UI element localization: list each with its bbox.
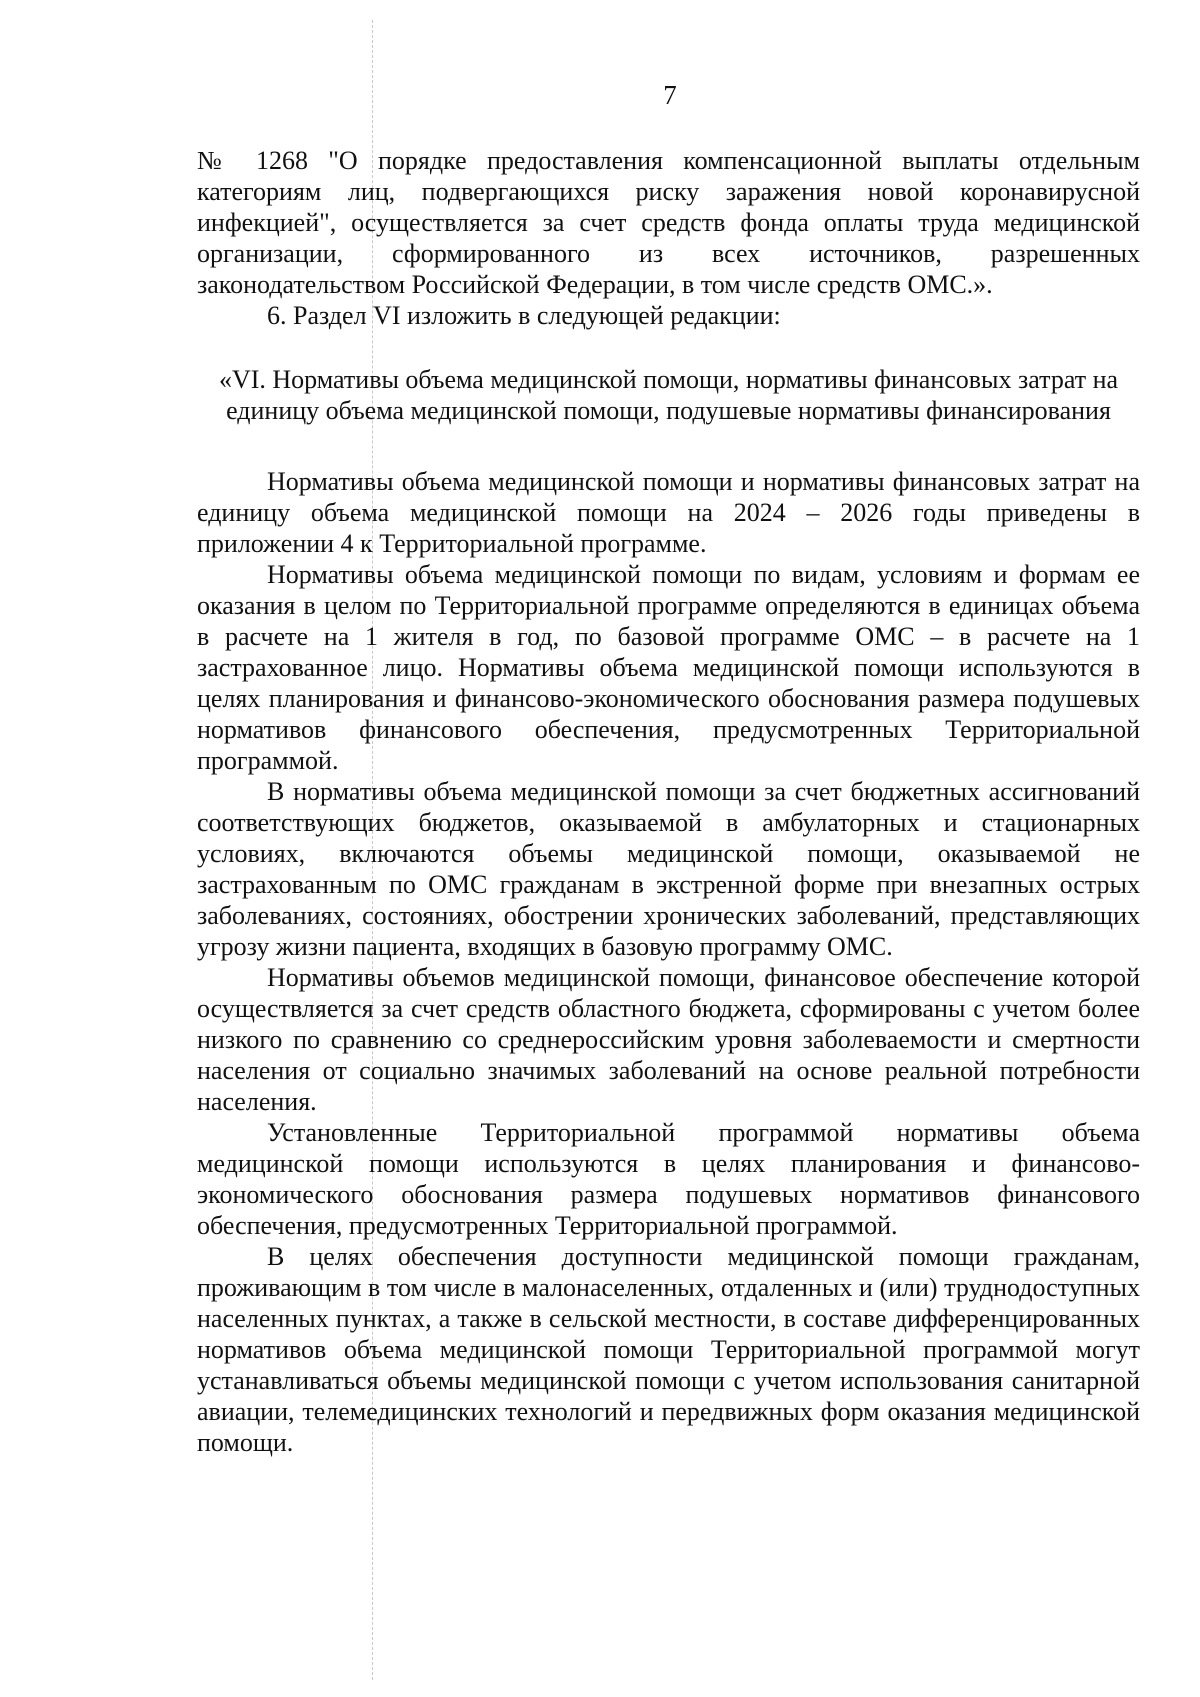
paragraph-body: Нормативы объема медицинской помощи по видам, условиям и формам ее оказания в целом по Территориальной программе определяются в единицах объема в расчете на 1 жителя в год, по базовой программе ОМС – в расчете на 1 застрахованное лицо. Нормативы объема медицинской помощи используются в целях планирования и финансово-экономического обоснования размера подушевых нормативов финансового обеспечения, предусмотренных Территориальной программой. — [197, 560, 1140, 775]
paragraph-body: В целях обеспечения доступности медицинской помощи гражданам, проживающим в том числе в малонаселенных, отдаленных и (или) труднодоступных населенных пунктах, а также в сельской местности, в составе дифференцированных нормативов объема медицинской помощи Территориальной программой могут устанавливаться объемы медицинской помощи с учетом использования санитарной авиации, телемедицинских технологий и передвижных форм оказания медицинской помощи. — [197, 1242, 1140, 1457]
paragraph-body: Нормативы объемов медицинской помощи, финансовое обеспечение которой осуществляется за счет средств областного бюджета, сформированы с учетом более низкого по сравнению со среднероссийским уровня заболеваемости и смертности населения от социально значимых заболеваний на основе реальной потребности населения. — [197, 963, 1140, 1116]
paragraph-body: В нормативы объема медицинской помощи за счет бюджетных ассигнований соответствующих бюджетов, оказываемой в амбулаторных и стационарных условиях, включаются объемы медицинской помощи, оказываемой не застрахованным по ОМС гражданам в экстренной форме при внезапных острых заболеваниях, состояниях, обострении хронических заболеваний, представляющих угрозу жизни пациента, входящих в базовую программу ОМС. — [197, 777, 1140, 961]
paragraph-body: Нормативы объема медицинской помощи и нормативы финансовых затрат на единицу объема медицинской помощи на 2024 – 2026 годы приведены в приложении 4 к Территориальной программе. — [197, 467, 1140, 558]
paragraph-amendment-6: 6. Раздел VI изложить в следующей редакции: — [267, 301, 781, 330]
page-number: 7 — [663, 80, 677, 110]
section-title: «VI. Нормативы объема медицинской помощи, нормативы финансовых затрат на единицу объема медицинской помощи, подушевые нормативы финансирования — [218, 365, 1119, 425]
paragraph-continuation: № 1268 "О порядке предоставления компенсационной выплаты отдельным категориям лиц, подвергающихся риску заражения новой коронавирусной инфекцией", осуществляется за счет средств фонда оплаты труда медицинской организации, сформированного из всех источников, разрешенных законодательством Российской Федерации, в том числе средств ОМС.». — [197, 146, 1140, 299]
paragraph-body: Установленные Территориальной программой нормативы объема медицинской помощи используются в целях планирования и финансово-экономического обоснования размера подушевых нормативов финансового обеспечения, предусмотренных Территориальной программой. — [197, 1118, 1140, 1240]
document-body — [197, 145, 1140, 1458]
